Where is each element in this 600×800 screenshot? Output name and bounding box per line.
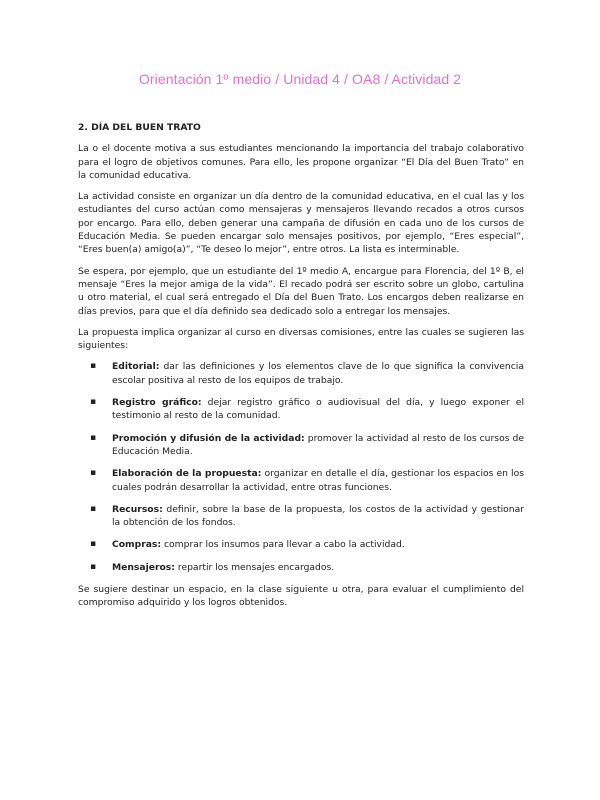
commission-text: promover la actividad al resto de los cursos de Educación Media. [112, 432, 525, 457]
list-item [78, 561, 524, 574]
activity-description-paragraph: La actividad consiste en organizar un día dentro de la comunidad educativa, en el cual las y los estudiantes del curso actúan como mensajeras y mensajeros llevando recados a otros cursos por encargo. Para ello, deben generar una campaña de difusión en cada uno de los cursos de Educación Media. Se pueden encargar solo mensajes positivos, por ejemplo, “Eres especial”, “Eres buen(a) amigo(a)”, “Te deseo lo mejor”, entre otros. La lista es interminable. [78, 191, 524, 256]
list-item [78, 396, 524, 423]
commissions-list [78, 360, 524, 574]
commission-text: comprar los insumos para llevar a cabo la actividad. [161, 539, 405, 551]
commission-term: Recursos: [112, 503, 163, 515]
commission-term: Compras: [112, 539, 162, 551]
list-item [78, 432, 524, 459]
commission-term: Mensajeros: [112, 561, 175, 573]
list-item [78, 360, 524, 387]
document-body [78, 121, 524, 618]
commission-text: dejar registro gráfico o audiovisual del día, y luego exponer el testimonio al resto de la comunidad. [112, 397, 524, 422]
intro-paragraph: La o el docente motiva a sus estudiantes mencionando la importancia del trabajo colaborativo para el logro de objetivos comunes. Para ello, les propone organizar “El Día del Buen Trato” en la comunidad educativa. [78, 143, 524, 181]
bullet-icon: ▪ [90, 561, 97, 572]
bullet-icon: ▪ [90, 432, 97, 443]
bullet-icon: ▪ [90, 468, 97, 479]
commission-term: Promoción y difusión de la actividad: [112, 432, 305, 444]
example-paragraph: Se espera, por ejemplo, que un estudiante del 1º medio A, encargue para Florencia, del 1º B, el mensaje “Eres la mejor amiga de la vida”. El recado podrá ser escrito sobre un globo, cartulina u otro material, el cual será entregado el Día del Buen Trato. Los encargos deben realizarse en días previos, para que el día definido sea dedicado solo a entregar los mensajes. [78, 265, 524, 317]
commission-term: Elaboración de la propuesta: [112, 468, 262, 480]
list-item [78, 467, 524, 494]
closing-paragraph: Se sugiere destinar un espacio, en la clase siguiente u otra, para evaluar el cumplimiento del compromiso adquirido y los logros obtenidos. [78, 584, 524, 609]
page-header-title: Orientación 1º medio / Unidad 4 / OA8 / Actividad 2 [138, 71, 462, 87]
commission-text: repartir los mensajes encargados. [174, 561, 335, 573]
list-item [78, 538, 524, 551]
commission-term: Editorial: [112, 361, 160, 373]
commission-text: definir, sobre la base de la propuesta, los costos de la actividad y gestionar la obtención de los fondos. [112, 503, 524, 529]
proposal-paragraph: La propuesta implica organizar al curso en diversas comisiones, entre las cuales se sugieren las siguientes: [78, 326, 524, 352]
commission-text: organizar en detalle el día, gestionar los espacios en los cuales podrán desarrollar la actividad, entre otras funciones. [112, 468, 525, 493]
bullet-icon: ▪ [90, 397, 97, 408]
bullet-icon: ▪ [90, 503, 97, 514]
bullet-icon: ▪ [90, 539, 97, 550]
commission-text: dar las definiciones y los elementos clave de lo que significa la convivencia escolar positiva al resto de los equipos de trabajo. [112, 361, 524, 386]
list-item [78, 503, 524, 530]
bullet-icon: ▪ [90, 361, 97, 372]
commission-term: Registro gráfico: [112, 397, 202, 409]
section-title: 2. DÍA DEL BUEN TRATO [78, 122, 201, 133]
